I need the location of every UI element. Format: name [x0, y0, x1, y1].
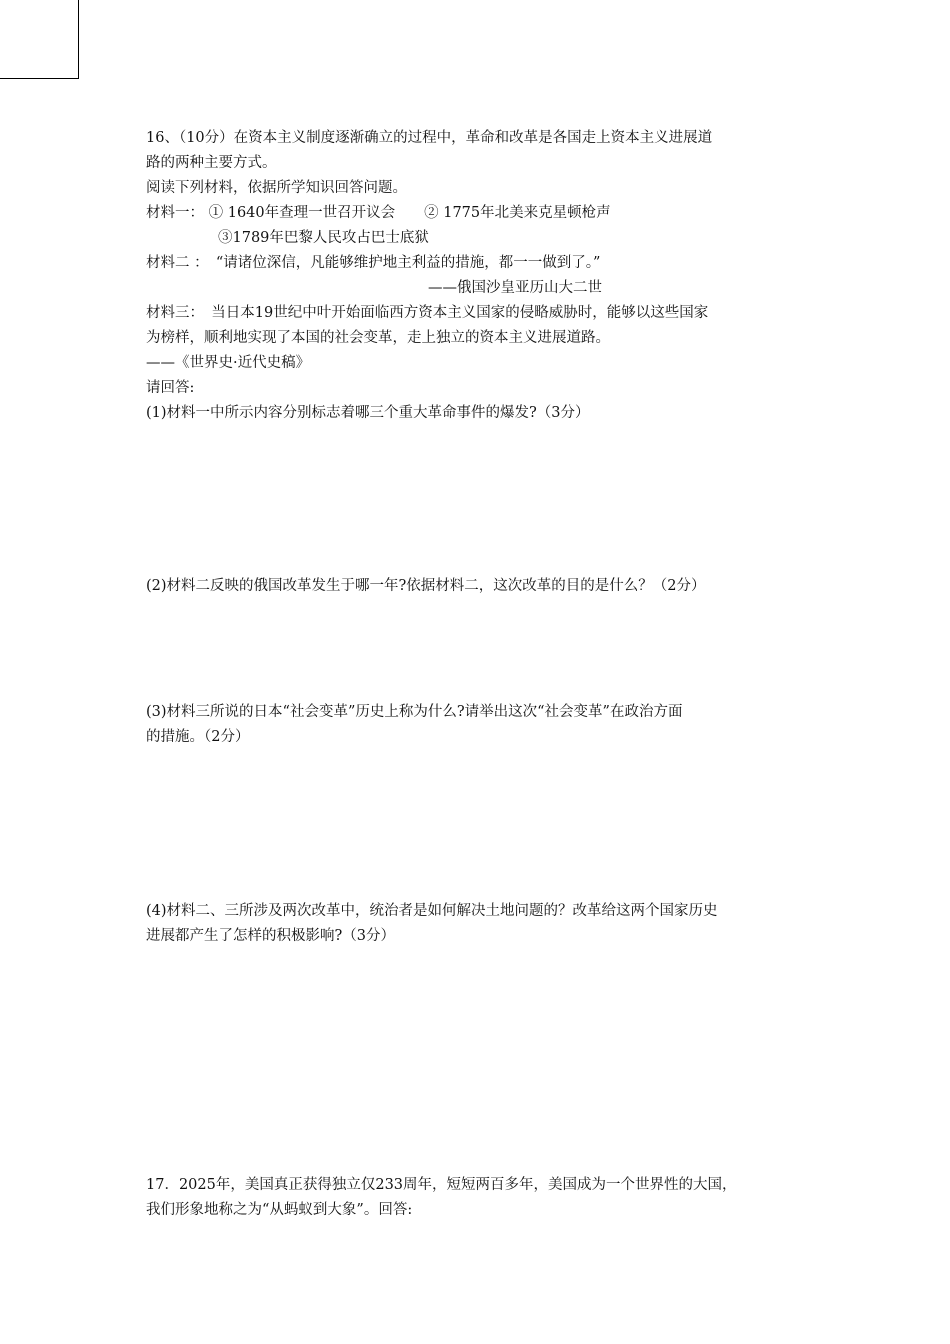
q17-line2: 我们形象地称之为“从蚂蚁到大象”。回答: — [146, 1202, 413, 1218]
material1-line2: ③1789年巴黎人民攻占巴士底狱 — [218, 230, 429, 246]
ask-label: 请回答: — [146, 380, 195, 396]
q16-stem-line2: 路的两种主要方式。 — [146, 155, 277, 171]
sub-question-2: (2)材料二反映的俄国改革发生于哪一年?依据材料二，这次改革的目的是什么？（2分） — [146, 578, 706, 594]
sub-question-4-line2: 进展都产生了怎样的积极影响?（3分） — [146, 928, 395, 944]
sub-question-3-line2: 的措施。（2分） — [146, 729, 250, 745]
material2-line1: 材料二 ： “请诸位深信，凡能够维护地主利益的措施，都一一做到了。” — [146, 255, 601, 271]
material1-line1: 材料一： ① 1640年查理一世召开议会 ② 1775年北美来克星顿枪声 — [146, 205, 611, 221]
binding-box — [0, 0, 79, 79]
material3-line2: 为榜样，顺利地实现了本国的社会变革，走上独立的资本主义进展道路。 — [146, 330, 610, 346]
q16-instruction: 阅读下列材料，依据所学知识回答问题。 — [146, 180, 407, 196]
sub-question-3-line1: (3)材料三所说的日本“社会变革”历史上称为什么?请举出这次“社会变革”在政治方面 — [146, 704, 683, 720]
q16-stem-line1: 16、（10分）在资本主义制度逐渐确立的过程中，革命和改革是各国走上资本主义进展道 — [146, 130, 713, 146]
material3-source: ——《世界史·近代史稿》 — [146, 355, 311, 371]
q17-line1: 17．2025年，美国真正获得独立仅233周年，短短两百多年，美国成为一个世界性的大国， — [146, 1177, 737, 1193]
sub-question-1: (1)材料一中所示内容分别标志着哪三个重大革命事件的爆发?（3分） — [146, 405, 590, 421]
material3-line1: 材料三： 当日本19世纪中叶开始面临西方资本主义国家的侵略威胁时，能够以这些国家 — [146, 305, 709, 321]
sub-question-4-line1: (4)材料二、三所涉及两次改革中，统治者是如何解决土地问题的？改革给这两个国家历史 — [146, 903, 718, 919]
material2-attribution: ——俄国沙皇亚历山大二世 — [428, 280, 602, 296]
